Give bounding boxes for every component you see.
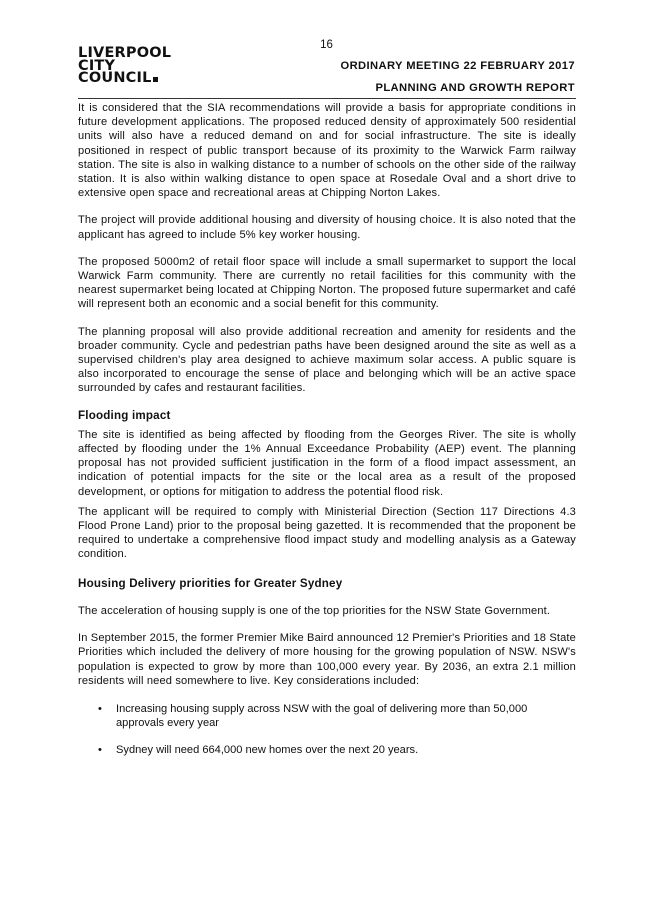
header-divider xyxy=(78,98,576,99)
paragraph-housing-supply: The acceleration of housing supply is one of the top priorities for the NSW State Government. xyxy=(78,604,551,617)
paragraph-retail: The proposed 5000m2 of retail floor space will include a small supermarket to support the local Warwick Farm community. There are currently no retail facilities for this community with the nearest supermarket being located at Chipping Norton. The proposed future supermarket and café will represent both an economic and a social benefit for this community. xyxy=(78,255,576,311)
logo-dot-icon xyxy=(153,77,158,82)
paragraph-premier-priorities: In September 2015, the former Premier Mike Baird announced 12 Premier's Priorities and 18 State Priorities which included the delivery of more housing for the growing population of NSW. NSW's population is expected to grow by more than 100,000 every year. By 2036, an extra 2.1 million residents will need somewhere to live. Key considerations included: xyxy=(78,632,576,687)
key-considerations-list xyxy=(78,702,576,758)
paragraph-sia: It is considered that the SIA recommendations will provide a basis for appropriate conditions in future development applications. The proposed reduced density of approximately 500 residential units will also have a reduced demand on and for social infrastructure. The site is ideally positioned in respect of public transport because of its proximity to the Warwick Farm railway station. The site is also in walking distance to a number of schools on the other side of the railway station. It is also within walking distance to open space at Rosedale Oval and a short drive to extensive open space and recreational areas at Chipping Norton Lakes. xyxy=(78,102,576,200)
heading-housing-delivery: Housing Delivery priorities for Greater Sydney xyxy=(78,576,343,590)
meeting-title: ORDINARY MEETING 22 FEBRUARY 2017 xyxy=(340,60,575,72)
list-item: • Increasing housing supply across NSW with the goal of delivering more than 50,000 approvals every year xyxy=(98,702,528,730)
list-item: • Sydney will need 664,000 new homes over the next 20 years. xyxy=(98,744,419,757)
logo-line-2: CITY xyxy=(78,57,116,74)
logo-line-1: LIVERPOOL xyxy=(78,45,172,61)
paragraph-housing-choice: The project will provide additional housing and diversity of housing choice. It is also noted that the applicant has agreed to include 5% key worker housing. xyxy=(78,214,576,241)
report-title: PLANNING AND GROWTH REPORT xyxy=(375,82,575,94)
logo-line-3: COUNCIL xyxy=(78,70,152,86)
heading-flooding: Flooding impact xyxy=(78,408,171,422)
paragraph-recreation: The planning proposal will also provide additional recreation and amenity for residents and the broader community. Cycle and pedestrian paths have been designed around the site as well as a supervised children's play area designed to achieve maximum solar access. A public square is also incorporated to encourage the sense of place and belonging which will be an active space surrounded by cafes and restaurant facilities. xyxy=(78,325,576,395)
council-logo xyxy=(78,47,171,85)
bullet-icon: • xyxy=(98,702,102,715)
report-body xyxy=(78,101,576,758)
paragraph-flooding: The site is identified as being affected by flooding from the Georges River. The site is wholly affected by flooding under the 1% Annual Exceedance Probability (AEP) event. The planning proposal has not provided sufficient justification in the form of a flood impact assessment, an indication of potential impacts for the site or the local area as a result of the proposed development, or options for mitigation to address the potential flood risk. xyxy=(78,428,576,498)
paragraph-ministerial-direction: The applicant will be required to comply with Ministerial Direction (Section 117 Directions 4.3 Flood Prone Land) prior to the proposal being gazetted. It is recommended that the proponent be required to undertake a comprehensive flood impact study and modelling analysis as a Gateway condition. xyxy=(78,505,576,561)
page-number: 16 xyxy=(320,39,333,51)
bullet-icon: • xyxy=(98,744,102,757)
